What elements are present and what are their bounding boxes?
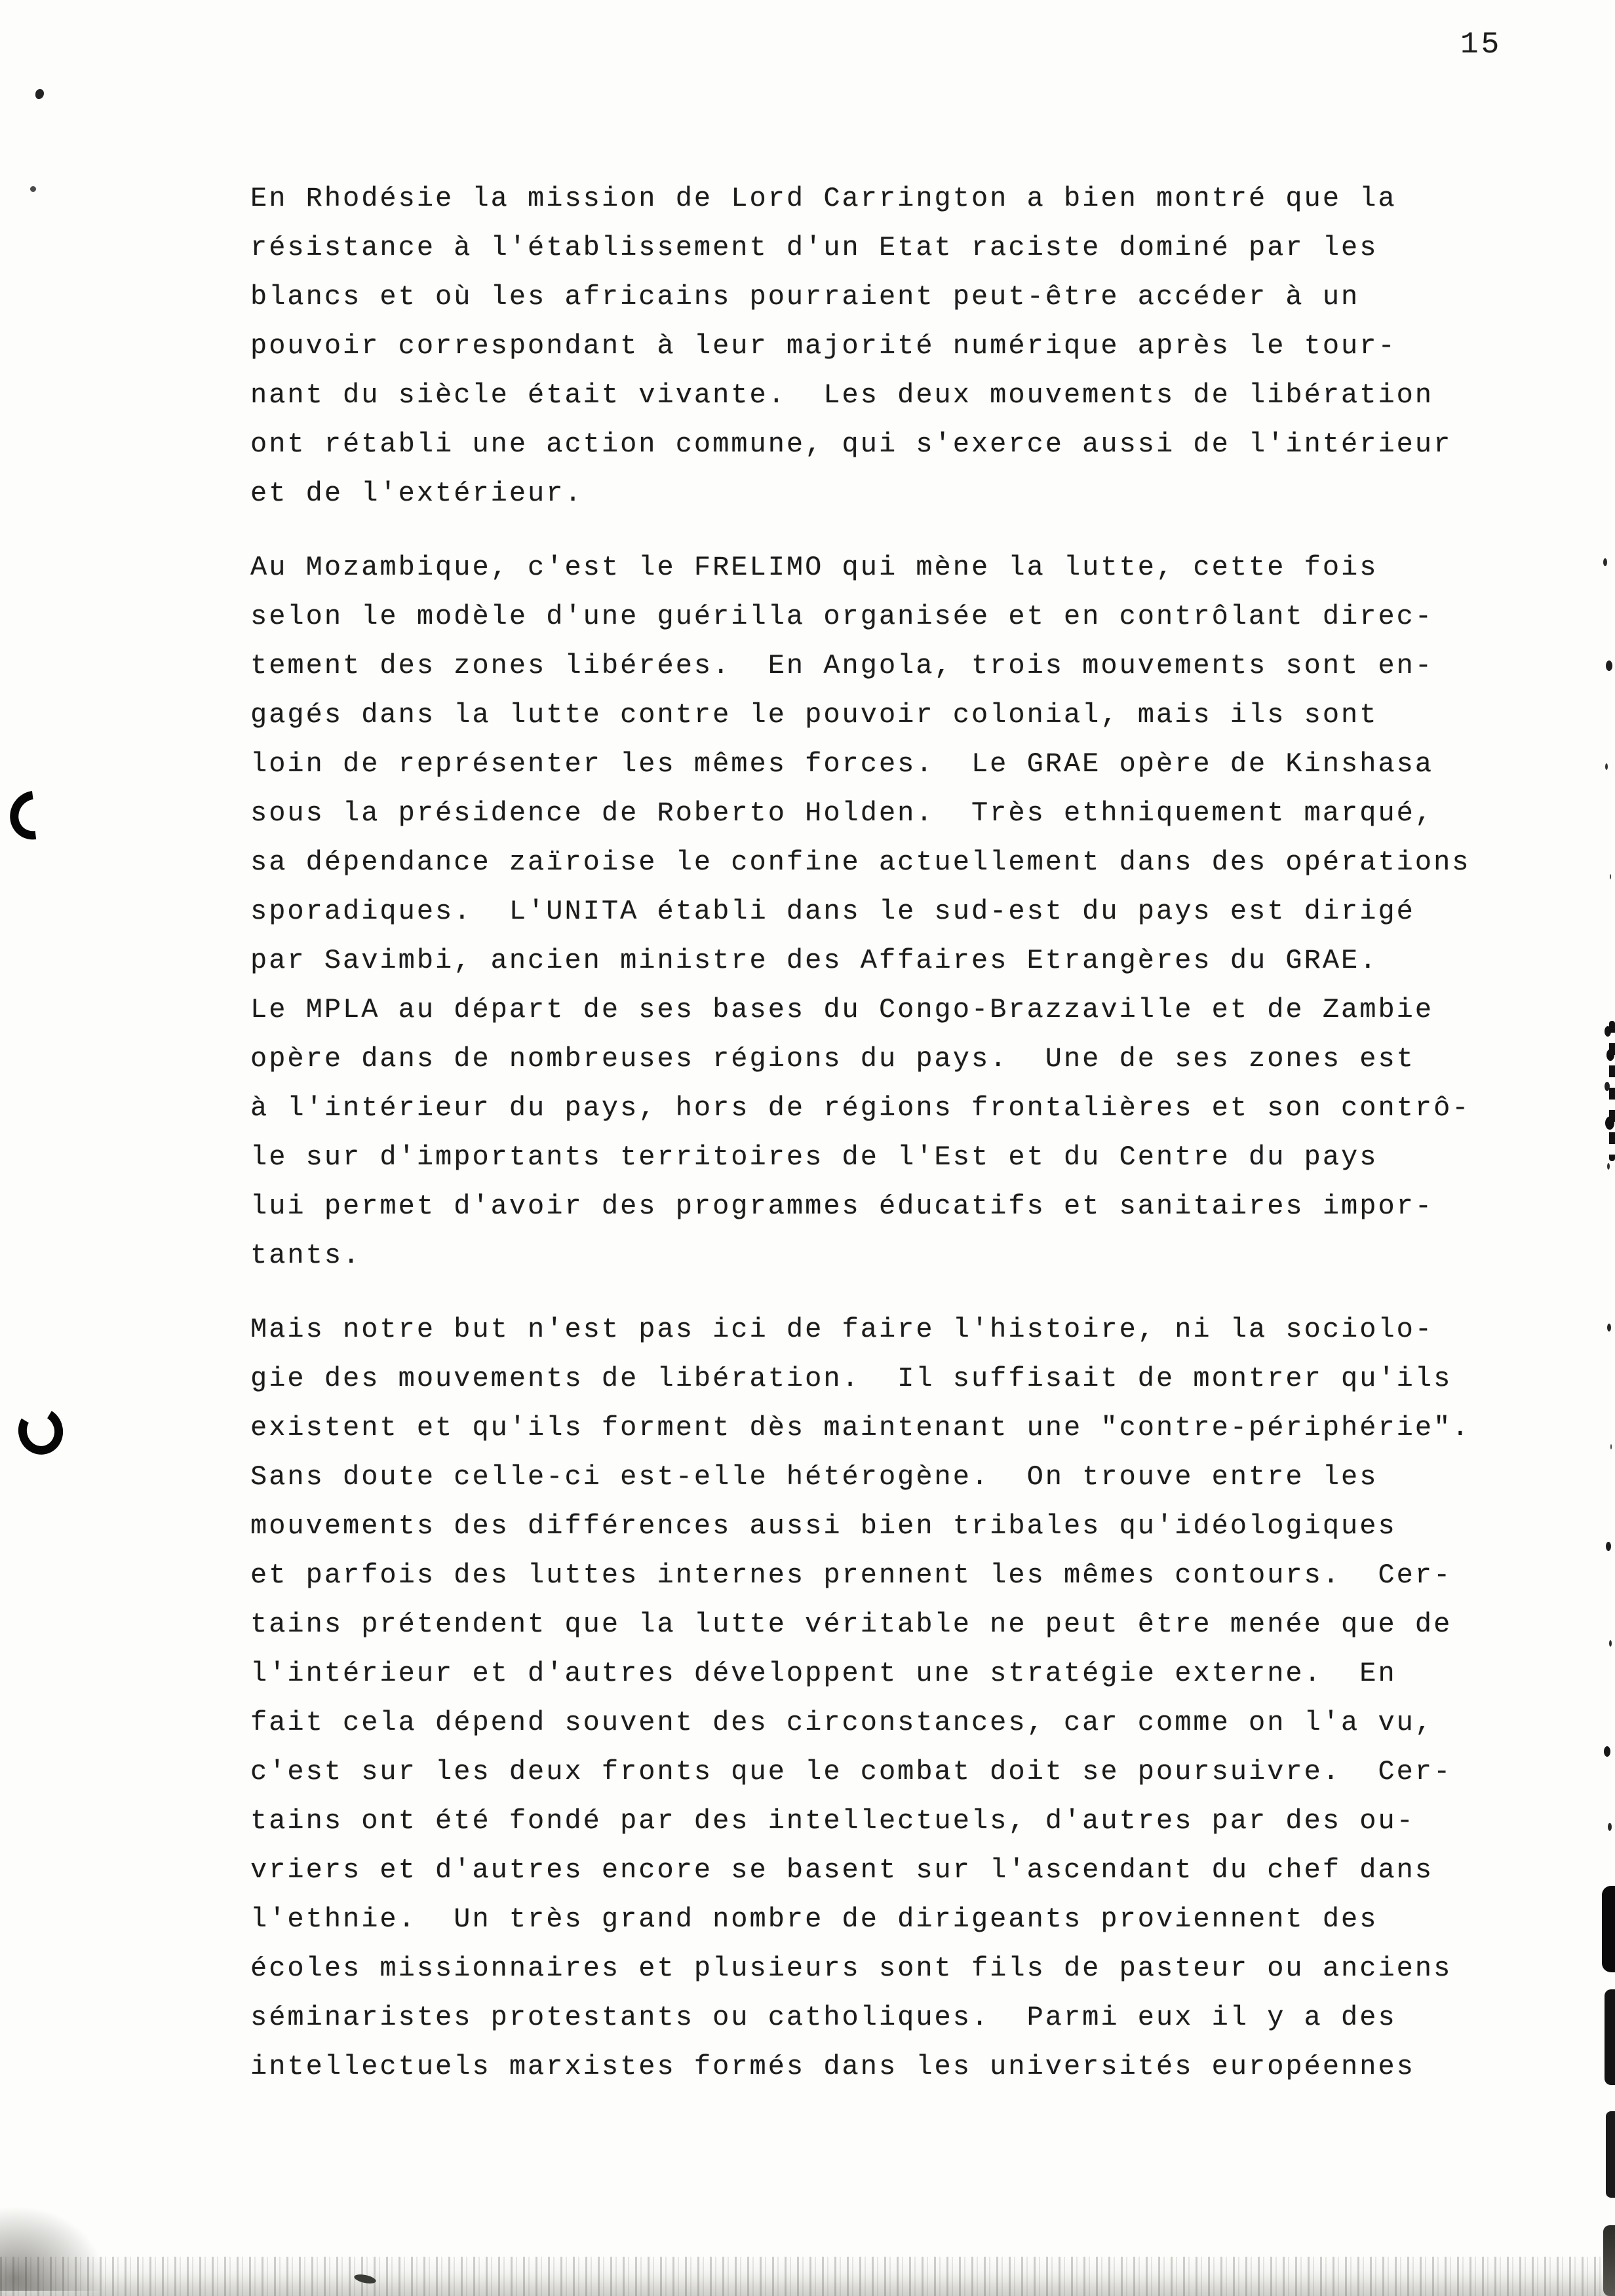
text-line: lui permet d'avoir des programmes éducatifs et sanitaires impor-	[250, 1191, 1434, 1222]
text-line: En Rhodésie la mission de Lord Carrington a bien montré que la	[250, 183, 1397, 214]
text-line: intellectuels marxistes formés dans les universités européennes	[250, 2051, 1415, 2082]
text-line: blancs et où les africains pourraient peut-être accéder à un	[250, 281, 1360, 313]
text-line: tains ont été fondé par des intellectuels, d'autres par des ou-	[250, 1805, 1415, 1837]
text-line: le sur d'importants territoires de l'Est et du Centre du pays	[250, 1141, 1378, 1173]
text-line: par Savimbi, ancien ministre des Affaires Etrangères du GRAE.	[250, 945, 1378, 976]
text-line: gie des mouvements de libération. Il suffisait de montrer qu'ils	[250, 1363, 1452, 1394]
text-line: tement des zones libérées. En Angola, trois mouvements sont en-	[250, 650, 1434, 681]
page-number: 15	[1460, 28, 1502, 62]
text-line: nant du siècle était vivante. Les deux mouvements de libération	[250, 379, 1434, 411]
text-line: mouvements des différences aussi bien tribales qu'idéologiques	[250, 1510, 1397, 1542]
text-line: l'intérieur et d'autres développent une stratégie externe. En	[250, 1658, 1397, 1689]
scan-artifact-bottom-noise	[0, 2257, 1615, 2296]
text-line: écoles missionnaires et plusieurs sont fils de pasteur ou anciens	[250, 1953, 1452, 1984]
text-line: fait cela dépend souvent des circonstances, car comme on l'a vu,	[250, 1707, 1434, 1738]
text-line: à l'intérieur du pays, hors de régions frontalières et son contrô-	[250, 1092, 1471, 1124]
text-line: Le MPLA au départ de ses bases du Congo-Brazzaville et de Zambie	[250, 994, 1434, 1025]
text-line: Au Mozambique, c'est le FRELIMO qui mène la lutte, cette fois	[250, 552, 1378, 583]
scan-artifact-edge-blob	[1606, 2111, 1615, 2198]
text-line: loin de représenter les mêmes forces. Le GRAE opère de Kinshasa	[250, 748, 1434, 780]
text-line: Mais notre but n'est pas ici de faire l'histoire, ni la sociolo-	[250, 1314, 1434, 1345]
text-line: résistance à l'établissement d'un Etat raciste dominé par les	[250, 232, 1378, 263]
scan-artifact-dot	[35, 89, 44, 99]
document-text	[250, 174, 1545, 2116]
text-line: l'ethnie. Un très grand nombre de dirigeants proviennent des	[250, 1904, 1378, 1935]
text-line: gagés dans la lutte contre le pouvoir colonial, mais ils sont	[250, 699, 1378, 731]
text-line: et de l'extérieur.	[250, 478, 583, 509]
text-line: tains prétendent que la lutte véritable ne peut être menée que de	[250, 1609, 1452, 1640]
text-line: vriers et d'autres encore se basent sur l'ascendant du chef dans	[250, 1854, 1434, 1886]
scan-artifact-edge-streak	[1609, 1021, 1615, 1161]
text-line: pouvoir correspondant à leur majorité numérique après le tour-	[250, 330, 1397, 362]
scan-artifact-margin-mark	[13, 1403, 68, 1459]
text-line: c'est sur les deux fronts que le combat doit se poursuivre. Cer-	[250, 1756, 1452, 1788]
scan-artifact-dot	[30, 186, 36, 192]
text-line: existent et qu'ils forment dès maintenant une "contre-périphérie".	[250, 1412, 1471, 1444]
paragraph	[250, 174, 1545, 518]
scan-artifact-edge-speckles	[0, 0, 7, 10]
text-line: et parfois des luttes internes prennent les mêmes contours. Cer-	[250, 1559, 1452, 1591]
text-line: sa dépendance zaïroise le confine actuellement dans des opérations	[250, 847, 1471, 878]
scan-artifact-smudge	[0, 2206, 105, 2291]
text-line: sous la présidence de Roberto Holden. Très ethniquement marqué,	[250, 797, 1434, 829]
text-line: selon le modèle d'une guérilla organisée et en contrôlant direc-	[250, 601, 1434, 632]
text-line: ont rétabli une action commune, qui s'exerce aussi de l'intérieur	[250, 429, 1452, 460]
paragraph	[250, 543, 1545, 1280]
scan-artifact-edge-blob	[1605, 1989, 1615, 2085]
scan-artifact-edge-blob	[1603, 2225, 1615, 2296]
text-line: Sans doute celle-ci est-elle hétérogène. On trouve entre les	[250, 1461, 1378, 1493]
text-line: sporadiques. L'UNITA établi dans le sud-est du pays est dirigé	[250, 896, 1415, 927]
text-line: tants.	[250, 1240, 362, 1271]
paragraph	[250, 1305, 1545, 2092]
text-line: opère dans de nombreuses régions du pays. Une de ses zones est	[250, 1043, 1415, 1075]
scan-artifact-mark	[353, 2273, 377, 2286]
scan-artifact-margin-mark	[0, 781, 68, 849]
text-line: séminaristes protestants ou catholiques. Parmi eux il y a des	[250, 2002, 1397, 2033]
scan-artifact-edge-blob	[1602, 1886, 1615, 1972]
